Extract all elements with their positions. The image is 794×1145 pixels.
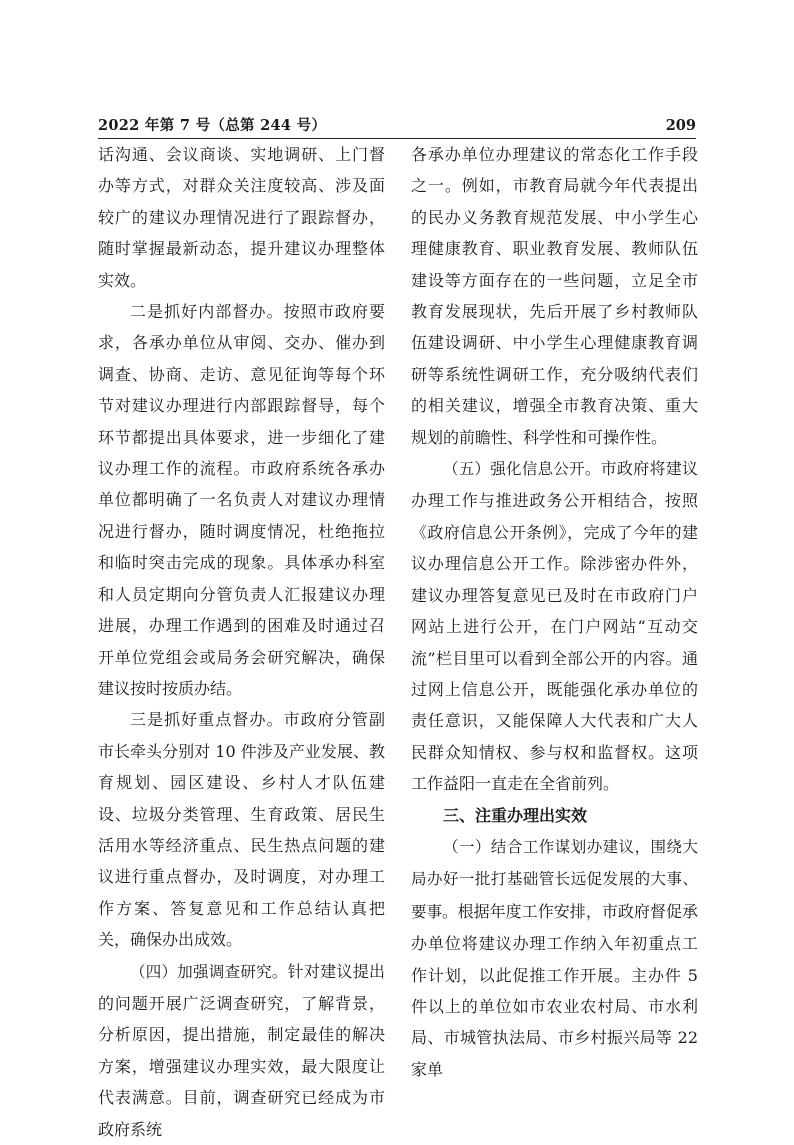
paragraph-text: 市政府将建议办理工作与推进政务公开相结合，按照《政府信息公开条例》，完成了今年的建议办理信息公开工作。除涉密办件外，建议办理答复意见已及时在市政府门户网站上进行公开，在门户网站“互动交流”栏目里可以看到全部公开的内容。通过网上信息公开，既能强化承办单位的责任意识，又能保障人大代表和广大人民群众知情权、参与权和监督权。这项工作益阳一直走在全省前列。 <box>411 459 698 794</box>
paragraph-text: 话沟通、会议商谈、实地调研、上门督办等方式，对群众关注度较高、涉及面较广的建议办理情况进行了跟踪督办，随时掌握最新动态，提升建议办理整体实效。 <box>98 145 385 290</box>
paragraph-info-disclosure <box>411 453 698 799</box>
paragraph-text: 根据年度工作安排，市政府督促承办单位将建议办理工作纳入年初重点工作计划，以此促推工作开展。主办件 5 件以上的单位如市农业农村局、市水利局、市城管执法局、市乡村振兴局等 22 家单 <box>411 901 698 1079</box>
paragraph-continued <box>98 139 385 296</box>
running-header <box>98 116 696 138</box>
paragraph-lead: （五）强化信息公开。 <box>443 460 601 479</box>
issue-label: 2022 年第 7 号（总第 244 号） <box>98 117 327 134</box>
paragraph-lead: 三是抓好重点督办。 <box>130 710 284 730</box>
paragraph-lead: （四）加强调查研究。 <box>130 962 288 981</box>
paragraph-text: 针对建议提出的问题开展广泛调查研究，了解背景，分析原因，提出措施，制定最佳的解决方案，增强建议办理实效，最大限度让代表满意。目前，调查研究已经成为市政府系统 <box>98 961 385 1139</box>
page-number: 209 <box>665 117 696 134</box>
paragraph-research <box>98 956 385 1145</box>
paragraph-internal-supervision <box>98 296 385 704</box>
right-column <box>411 139 698 1085</box>
paragraph-lead: （一）结合工作谋划办建议，围绕大局办好一批打基础管长远促发展的大事、要事。 <box>411 837 698 921</box>
paragraph-lead: 二是抓好内部督办。 <box>130 302 284 322</box>
paragraph-text: 各承办单位办理建议的常态化工作手段之一。例如，市教育局就今年代表提出的民办义务教育规范发展、中小学生心理健康教育、职业教育发展、教师队伍建设等方面存在的一些问题，立足全市教育发展现状，先后开展了乡村教师队伍建设调研、中小学生心理健康教育调研等系统性调研工作，充分吸纳代表们的相关建议，增强全市教育决策、重大规划的前瞻性、科学性和可操作性。 <box>411 145 698 447</box>
section-heading: 三、注重办理出实效 <box>443 805 588 825</box>
paragraph-text: 按照市政府要求，各承办单位从审阅、交办、催办到调查、协商、走访、意见征询等每个环节对建议办理进行内部跟踪督导，每个环节都提出具体要求，进一步细化了建议办理工作的流程。市政府系统各承办单位都明确了一名负责人对建议办理情况进行督办，随时调度情况，杜绝拖拉和临时突击完成的现象。具体承办科室和人员定期向分管负责人汇报建议办理进展，办理工作遇到的困难及时通过召开单位党组会或局务会研究解决，确保建议按时按质办结。 <box>98 302 385 698</box>
paragraph-work-planning <box>411 831 698 1085</box>
paragraph-key-supervision <box>98 704 385 955</box>
paragraph-text: 市政府分管副市长牵头分别对 10 件涉及产业发展、教育规划、园区建设、乡村人才队伍建设、垃圾分类管理、生育政策、居民生活用水等经济重点、民生热点问题的建议进行重点督办，及时调度，对办理工作方案、答复意见和工作总结认真把关，确保办出成效。 <box>98 710 385 950</box>
paragraph-continued <box>411 139 698 453</box>
left-column <box>98 139 385 1145</box>
